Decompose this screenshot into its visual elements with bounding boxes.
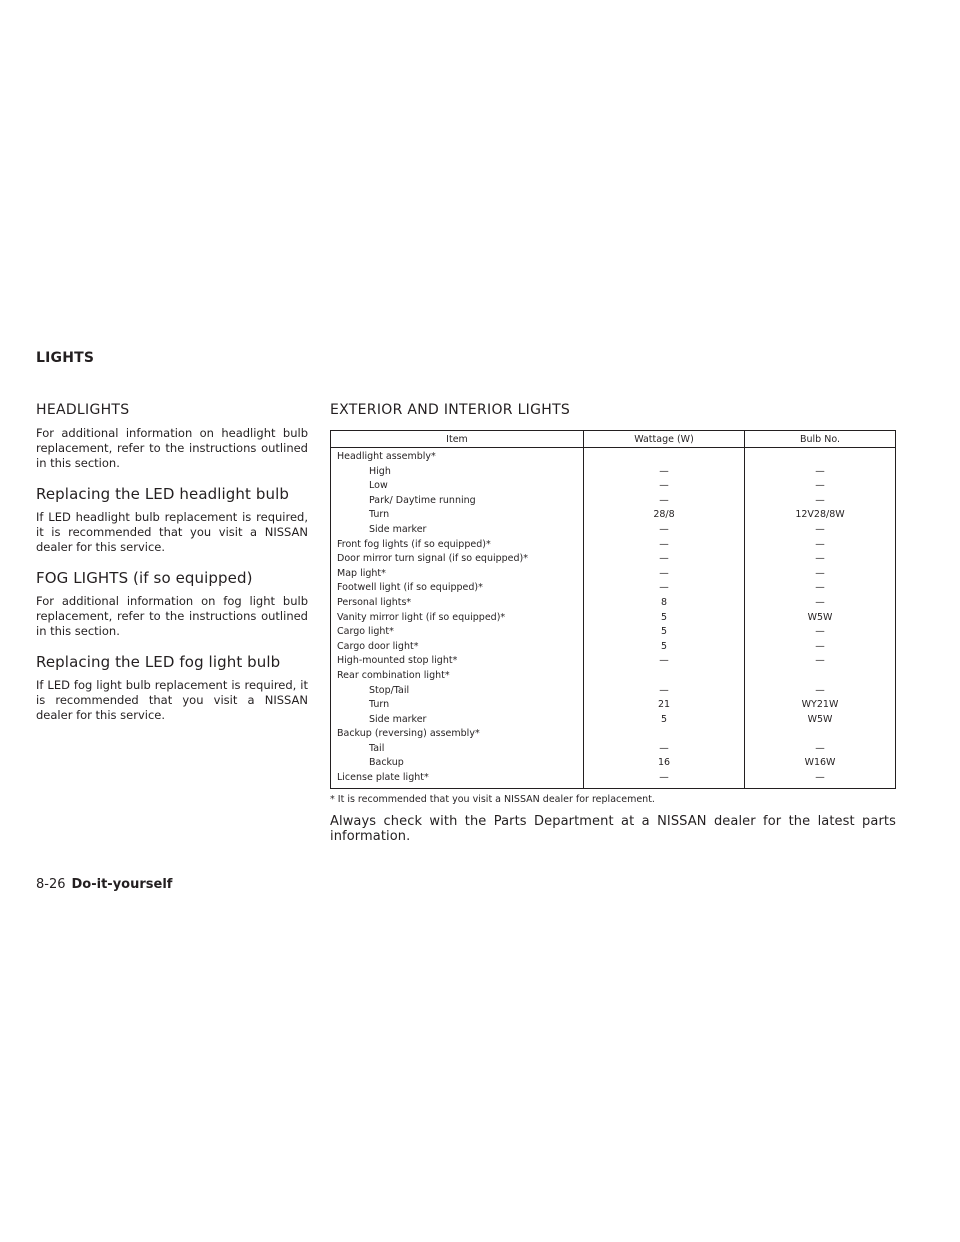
headlights-text: For additional information on headlight bulb replacement, refer to the instructions outlined in this section. [36, 426, 308, 470]
cell-item: Door mirror turn signal (if so equipped)* [337, 553, 528, 565]
cell-bulb: WY21W [745, 698, 896, 713]
right-column [330, 402, 896, 844]
cell-wattage: — [584, 567, 745, 582]
cell-wattage: — [584, 581, 745, 596]
cell-wattage: 5 [584, 611, 745, 626]
cell-item: License plate light* [337, 772, 429, 784]
cell-bulb: — [745, 567, 896, 582]
table-footnote: * It is recommended that you visit a NISSAN dealer for replacement. [330, 793, 655, 805]
column-header-wattage: Wattage (W) [584, 431, 745, 448]
lights-table-heading: EXTERIOR AND INTERIOR LIGHTS [330, 402, 571, 418]
cell-wattage: — [584, 552, 745, 567]
table-row [331, 567, 896, 582]
cell-bulb: — [745, 771, 896, 788]
cell-item: Backup [369, 757, 404, 769]
cell-bulb: — [745, 654, 896, 669]
footer-section-name: Do-it-yourself [71, 877, 173, 892]
cell-bulb: — [745, 523, 896, 538]
table-row [331, 727, 896, 742]
cell-item: Cargo light* [337, 626, 394, 638]
cell-item: Headlight assembly* [337, 451, 436, 462]
cell-item: High [369, 465, 391, 477]
table-row [331, 479, 896, 494]
table-row [331, 756, 896, 771]
cell-item: Backup (reversing) assembly* [337, 728, 480, 740]
cell-item: Footwell light (if so equipped)* [337, 582, 483, 594]
cell-bulb: — [745, 538, 896, 553]
cell-wattage: — [584, 654, 745, 669]
cell-item: Turn [369, 699, 390, 711]
cell-bulb: — [745, 596, 896, 611]
cell-item: Turn [369, 509, 390, 521]
column-header-bulb: Bulb No. [745, 431, 896, 448]
cell-wattage: — [584, 465, 745, 480]
table-row [331, 508, 896, 523]
table-row [331, 684, 896, 699]
table-row [331, 596, 896, 611]
page-footer [36, 877, 172, 892]
cell-bulb: — [745, 552, 896, 567]
cell-wattage: 5 [584, 640, 745, 655]
section-title: LIGHTS [36, 350, 95, 366]
led-fog-heading: Replacing the LED fog light bulb [36, 653, 281, 671]
cell-bulb [745, 448, 896, 465]
cell-bulb [745, 727, 896, 742]
cell-bulb: — [745, 640, 896, 655]
table-row [331, 640, 896, 655]
fog-lights-heading: FOG LIGHTS (if so equipped) [36, 569, 253, 587]
led-fog-text: If LED fog light bulb replacement is required, it is recommended that you visit a NISSAN dealer for this service. [36, 678, 308, 722]
cell-item: Personal lights* [337, 596, 412, 608]
cell-wattage: — [584, 523, 745, 538]
cell-item: Front fog lights (if so equipped)* [337, 538, 491, 550]
cell-wattage: — [584, 538, 745, 553]
cell-item: Vanity mirror light (if so equipped)* [337, 611, 506, 623]
table-row [331, 669, 896, 684]
cell-wattage: 28/8 [584, 508, 745, 523]
parts-department-note: Always check with the Parts Department at a NISSAN dealer for the latest parts information. [330, 813, 896, 844]
cell-wattage: 21 [584, 698, 745, 713]
cell-item: Low [369, 480, 388, 492]
table-row [331, 465, 896, 480]
cell-item: High-mounted stop light* [337, 655, 458, 667]
cell-item: Side marker [369, 523, 427, 535]
bulb-spec-table [330, 430, 896, 789]
cell-item: Map light* [337, 567, 386, 579]
cell-wattage [584, 727, 745, 742]
cell-wattage: 8 [584, 596, 745, 611]
cell-wattage: — [584, 742, 745, 757]
cell-bulb: W5W [745, 713, 896, 728]
cell-bulb: 12V28/8W [745, 508, 896, 523]
cell-item: Side marker [369, 713, 427, 725]
cell-bulb: — [745, 581, 896, 596]
table-row [331, 771, 896, 788]
cell-bulb: — [745, 465, 896, 480]
table-header-row [331, 431, 896, 448]
cell-bulb: — [745, 625, 896, 640]
cell-bulb: — [745, 684, 896, 699]
table-row [331, 523, 896, 538]
table-body [331, 448, 896, 789]
cell-wattage: — [584, 684, 745, 699]
table-row [331, 581, 896, 596]
cell-bulb [745, 669, 896, 684]
cell-wattage [584, 669, 745, 684]
table-row [331, 448, 896, 465]
cell-wattage: 5 [584, 713, 745, 728]
table-row [331, 494, 896, 509]
table-row [331, 713, 896, 728]
page-number: 8-26 [36, 877, 66, 892]
cell-bulb: W16W [745, 756, 896, 771]
cell-wattage: — [584, 771, 745, 788]
table-row [331, 625, 896, 640]
cell-item: Rear combination light* [337, 669, 450, 681]
cell-item: Stop/Tail [369, 684, 410, 696]
cell-wattage: 5 [584, 625, 745, 640]
left-column [36, 402, 308, 723]
headlights-heading: HEADLIGHTS [36, 402, 130, 418]
table-row [331, 742, 896, 757]
cell-wattage: — [584, 479, 745, 494]
cell-wattage: — [584, 494, 745, 509]
cell-bulb: W5W [745, 611, 896, 626]
table-row [331, 698, 896, 713]
cell-bulb: — [745, 494, 896, 509]
cell-wattage: 16 [584, 756, 745, 771]
cell-bulb: — [745, 742, 896, 757]
cell-wattage [584, 448, 745, 465]
led-headlight-text: If LED headlight bulb replacement is required, it is recommended that you visit a NISSAN dealer for this service. [36, 510, 308, 554]
column-header-item: Item [331, 431, 584, 448]
table-row [331, 538, 896, 553]
cell-item: Cargo door light* [337, 640, 419, 652]
table-row [331, 552, 896, 567]
cell-item: Tail [369, 742, 385, 754]
fog-lights-text: For additional information on fog light bulb replacement, refer to the instructions outlined in this section. [36, 594, 308, 638]
table-row [331, 654, 896, 669]
cell-bulb: — [745, 479, 896, 494]
led-headlight-heading: Replacing the LED headlight bulb [36, 485, 289, 503]
table-row [331, 611, 896, 626]
cell-item: Park/ Daytime running [369, 494, 476, 506]
